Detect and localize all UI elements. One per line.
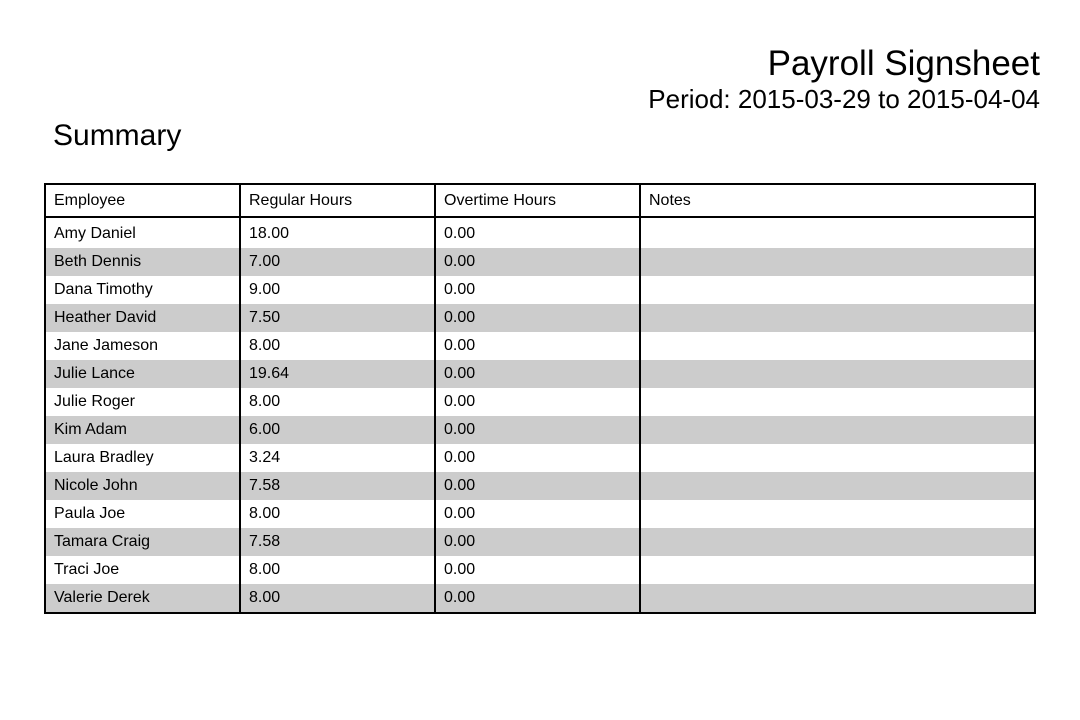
cell-employee: Tamara Craig	[45, 528, 240, 556]
cell-employee: Jane Jameson	[45, 332, 240, 360]
cell-notes	[640, 332, 1035, 360]
table-header-row	[45, 184, 1035, 217]
cell-overtime-hours: 0.00	[435, 388, 640, 416]
column-header-regular-hours: Regular Hours	[240, 184, 435, 217]
table-body	[45, 217, 1035, 613]
cell-regular-hours: 9.00	[240, 276, 435, 304]
table-row	[45, 556, 1035, 584]
cell-overtime-hours: 0.00	[435, 556, 640, 584]
cell-notes	[640, 304, 1035, 332]
section-title: Summary	[53, 119, 182, 152]
cell-employee: Paula Joe	[45, 500, 240, 528]
cell-regular-hours: 8.00	[240, 388, 435, 416]
cell-overtime-hours: 0.00	[435, 528, 640, 556]
cell-regular-hours: 7.58	[240, 472, 435, 500]
cell-notes	[640, 528, 1035, 556]
cell-employee: Beth Dennis	[45, 248, 240, 276]
cell-employee: Valerie Derek	[45, 584, 240, 613]
table-row	[45, 500, 1035, 528]
table-row	[45, 388, 1035, 416]
cell-notes	[640, 584, 1035, 613]
cell-overtime-hours: 0.00	[435, 217, 640, 248]
cell-notes	[640, 556, 1035, 584]
cell-overtime-hours: 0.00	[435, 304, 640, 332]
table-row	[45, 304, 1035, 332]
cell-notes	[640, 248, 1035, 276]
table-row	[45, 276, 1035, 304]
cell-regular-hours: 19.64	[240, 360, 435, 388]
cell-overtime-hours: 0.00	[435, 276, 640, 304]
cell-regular-hours: 3.24	[240, 444, 435, 472]
table-row	[45, 584, 1035, 613]
cell-employee: Dana Timothy	[45, 276, 240, 304]
cell-overtime-hours: 0.00	[435, 444, 640, 472]
cell-regular-hours: 8.00	[240, 332, 435, 360]
cell-regular-hours: 7.50	[240, 304, 435, 332]
column-header-notes: Notes	[640, 184, 1035, 217]
table-row	[45, 472, 1035, 500]
table-header	[45, 184, 1035, 217]
cell-employee: Kim Adam	[45, 416, 240, 444]
cell-overtime-hours: 0.00	[435, 332, 640, 360]
cell-regular-hours: 7.58	[240, 528, 435, 556]
cell-overtime-hours: 0.00	[435, 248, 640, 276]
cell-employee: Julie Lance	[45, 360, 240, 388]
cell-regular-hours: 8.00	[240, 584, 435, 613]
cell-employee: Amy Daniel	[45, 217, 240, 248]
table-row	[45, 217, 1035, 248]
cell-notes	[640, 500, 1035, 528]
cell-overtime-hours: 0.00	[435, 584, 640, 613]
summary-table	[44, 183, 1036, 614]
column-header-employee: Employee	[45, 184, 240, 217]
cell-regular-hours: 6.00	[240, 416, 435, 444]
cell-overtime-hours: 0.00	[435, 416, 640, 444]
cell-regular-hours: 8.00	[240, 556, 435, 584]
cell-overtime-hours: 0.00	[435, 500, 640, 528]
cell-overtime-hours: 0.00	[435, 472, 640, 500]
cell-notes	[640, 360, 1035, 388]
cell-employee: Laura Bradley	[45, 444, 240, 472]
cell-regular-hours: 7.00	[240, 248, 435, 276]
cell-overtime-hours: 0.00	[435, 360, 640, 388]
cell-notes	[640, 444, 1035, 472]
summary-table-container	[44, 183, 1036, 614]
cell-employee: Julie Roger	[45, 388, 240, 416]
table-row	[45, 248, 1035, 276]
table-row	[45, 360, 1035, 388]
cell-employee: Nicole John	[45, 472, 240, 500]
period-range: Period: 2015-03-29 to 2015-04-04	[648, 84, 1040, 114]
cell-employee: Heather David	[45, 304, 240, 332]
cell-employee: Traci Joe	[45, 556, 240, 584]
table-row	[45, 444, 1035, 472]
table-row	[45, 332, 1035, 360]
cell-notes	[640, 472, 1035, 500]
cell-notes	[640, 416, 1035, 444]
table-row	[45, 528, 1035, 556]
cell-regular-hours: 8.00	[240, 500, 435, 528]
cell-regular-hours: 18.00	[240, 217, 435, 248]
page-title: Payroll Signsheet	[767, 44, 1040, 83]
cell-notes	[640, 276, 1035, 304]
table-row	[45, 416, 1035, 444]
column-header-overtime-hours: Overtime Hours	[435, 184, 640, 217]
cell-notes	[640, 388, 1035, 416]
cell-notes	[640, 217, 1035, 248]
